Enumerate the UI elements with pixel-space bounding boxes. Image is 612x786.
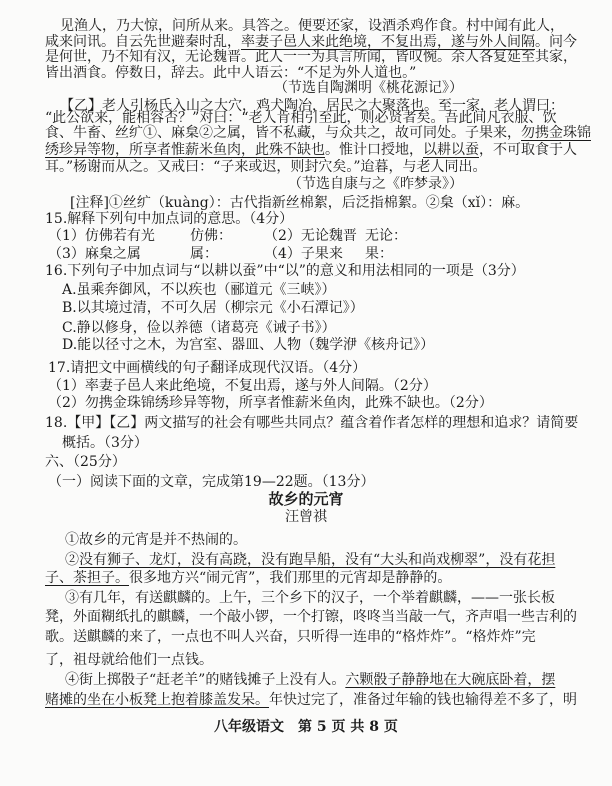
question-15 [45,210,470,228]
text-segment: （节选自陶渊明《桃花源记》） [274,80,463,96]
subsection-one [48,473,448,491]
underlined-sentence: 率妻子邑人来此绝境，不复出焉，遂与外人间隔 [241,34,535,50]
article-author [0,508,612,526]
q15-answer-2: 无论： [365,228,407,244]
text-segment: 18.【甲】【乙】两文描写的社会有哪些共同点？蕴含着作者怎样的理想和追求？请简要 [45,415,579,431]
text-line [65,671,556,689]
text-segment: 耳。”杨谢而从之。又戒曰：“子来或迟，则封穴矣。”迨暮，与老人同出。 [45,159,487,175]
text-segment: 概括。（3分） [62,435,148,451]
text-segment: 六、（25分） [45,454,126,470]
text-segment: 16.下列句子中加点词与“以耕以蚕”中“以”的意义和用法相同的一项是（3分） [45,263,525,279]
text-segment: ② [65,552,79,568]
text-line [48,394,493,412]
text-segment: 汪曾祺 [285,509,327,525]
text-segment: ④街上掷骰子“赶老羊”的赌钱摊子上没有人。 [65,672,346,688]
text-segment: ，不可取食于人 [479,142,577,158]
question-18 [45,414,579,432]
text-line [45,124,591,142]
text-segment: 年快过完了，准备过年输的钱也输得差不多了，明 [269,692,577,708]
text-segment: C.静以修身，俭以养德（诸葛亮《诫子书》） [62,320,336,336]
section-six [45,453,445,471]
q15-answer-1: 仿佛： [190,228,232,244]
text-segment: 凳，外面糊纸扎的麒麟，一个敲小锣，一个打镲，咚咚当当敲一气，齐声唱一些吉利的 [45,609,577,625]
source-yi [45,175,463,193]
option-d [62,336,462,354]
text-line [45,651,470,669]
option-b [62,299,462,317]
q15-item-1: （1）仿佛若有光 [48,228,155,244]
option-c [62,319,462,337]
text-line [45,691,577,709]
text-segment: 。惟计口授地， [325,142,423,158]
q15-answer-3: 属： [190,246,218,262]
text-segment: 。问今 [535,34,577,50]
source-jia [45,79,463,97]
text-segment: 咸来问讯。自云先世避秦时乱， [45,34,241,50]
article-title [0,490,612,508]
text-line [65,551,556,569]
underlined-sentence: 没有狮子、龙灯，没有高跷，没有跑旱船，没有“大头和尚戏柳翠”，没有花担 [79,552,556,568]
text-segment: A.虽乘奔御风，不以疾也（郦道元《三峡》） [62,282,336,298]
text-line [45,569,470,587]
q15-item-4: （4）子果来 [264,246,343,262]
text-segment: 17.请把文中画横线的句子翻译成现代汉语。（4分） [48,360,367,376]
text-segment: [注释]①丝纩（kuàng）：古代指新丝棉絮，后泛指棉絮。②枲（xǐ）：麻。 [70,195,530,211]
underlined-sentence: 勿携金珠锦 [521,125,591,141]
text-segment: ③有几年，有送麒麟的。上午，三个乡下的汉子，一个举着麒麟，——一张长板 [65,590,555,606]
text-line [45,608,577,626]
text-segment: 15.解释下列句中加点词的意思。（4分） [45,211,294,227]
text-segment: （2）勿携金珠锦绣珍异等物，所享者惟薪米鱼肉，此殊不缺也。（2分） [48,395,493,411]
q15-item-2: （2）无论魏晋 [264,228,357,244]
text-segment: B.以其境过清，不可久居（柳宗元《小石潭记》） [62,300,364,316]
text-segment: （一）阅读下面的文章，完成第19—22题。（13分） [48,474,375,490]
text-line [45,628,536,646]
q15-answer-4: 果： [365,246,393,262]
text-segment: 【乙】老人引杨氏入山之大穴，鸡犬陶冶，居民之大聚落也。至一家，老人谓曰： [60,98,564,114]
text-line [65,531,465,549]
underlined-sentence: 赌摊的坐在小板凳上抱着膝盖发呆。 [45,692,269,708]
text-line [62,434,462,452]
text-segment: 食、牛畜、丝纩①、麻枲②之属，皆不私藏，与众共之，故可同处。子果来， [45,125,521,141]
text-line [45,158,487,176]
question-17 [48,359,468,377]
page-footer: 八年级语文 第 5 页 共 8 页 [214,719,398,735]
text-segment: D.能以径寸之木，为宫室、器皿、人物（魏学洢《核舟记》） [62,337,435,353]
text-segment: 皆出酒食。停数日，辞去。此中人语云：“不足为外人道也。” [45,65,417,81]
text-segment: （1）率妻子邑人来此绝境，不复出焉，遂与外人间隔。（2分） [48,378,437,394]
text-segment: （节选自康与之《昨梦录》） [288,176,463,192]
text-segment: “此公欲来，能相容否？”对曰：“老人肯相引至此，则必贤者矣。吾此间凡衣服、饮 [45,110,557,126]
text-segment: 了，祖母就给他们一点钱。 [45,652,213,668]
text-line [45,141,577,159]
underlined-sentence: 以耕以蚕 [423,142,479,158]
text-segment: ①故乡的元宵是并不热闹的。 [65,532,247,548]
text-line [48,377,468,395]
text-line [65,589,555,607]
text-segment: 是何世，乃不知有汉，无论魏晋。此人一一为具言所闻，皆叹惋。余人各复延至其家， [45,49,577,65]
underlined-sentence: 六颗骰子静静地在大碗底卧着，摆 [345,672,556,688]
text-segment: 故乡的元宵 [268,490,344,508]
text-segment: 歌。送麒麟的来了，一点也不叫人兴奋，只听得一连串的“格炸炸”。“格炸炸”完 [45,629,536,645]
text-segment: 很多地方兴“闹元宵”，我们那里的元宵却是静静的。 [129,570,452,586]
underlined-sentence: 子、茶担子。 [45,570,129,586]
question-16 [45,262,525,280]
underlined-sentence: 绣珍异等物，所享者惟薪米鱼肉，此殊不缺也 [45,142,325,158]
q15-item-3: （3）麻枲之属 [48,246,141,262]
option-a [62,281,462,299]
text-segment: 见渔人，乃大惊，问所从来。具答之。便要还家，设酒杀鸡作食。村中闻有此人， [60,18,564,34]
